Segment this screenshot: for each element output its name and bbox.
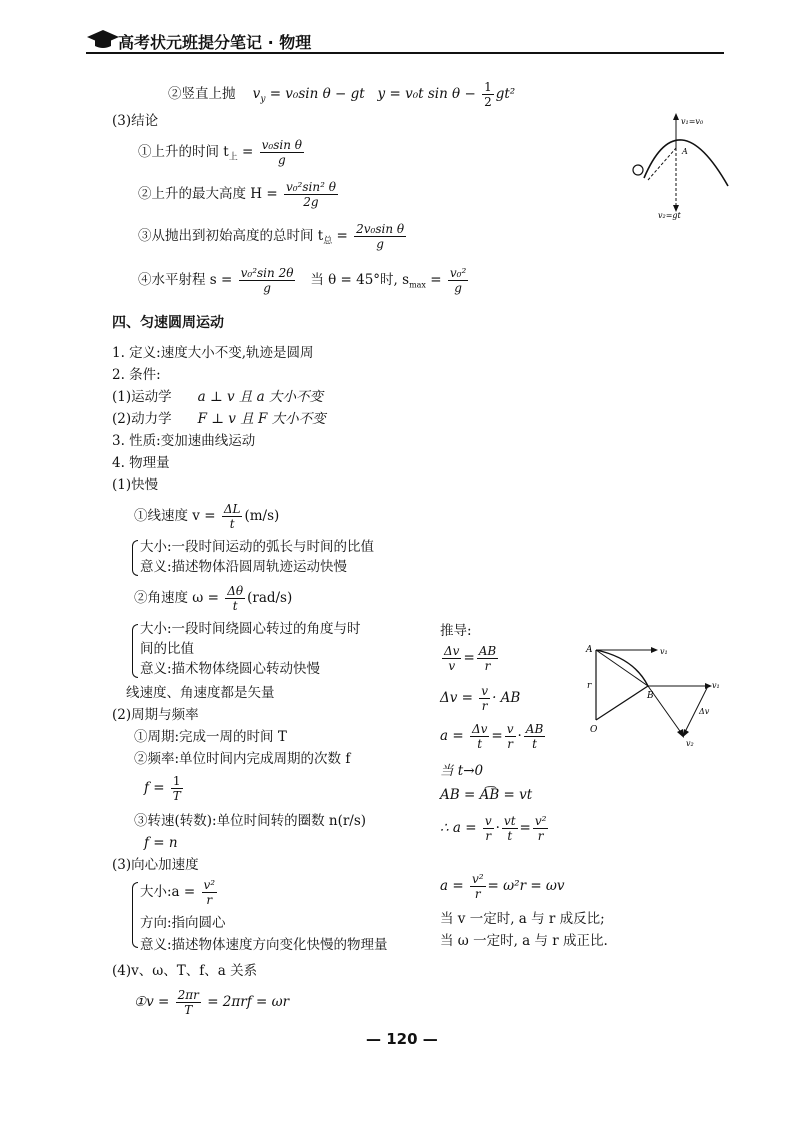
relation-heading: (4)v、ω、T、f、a 关系 bbox=[112, 963, 258, 979]
deriv-limit: 当 t→0 bbox=[440, 763, 484, 779]
period-def: ①周期:完成一周的时间 T bbox=[134, 729, 287, 745]
deriv-eq6: ∴ a = $\frac{v}{r}$ · $\frac{vt}{t}$ = $\frac{\text{v²}}{r}$ bbox=[440, 814, 547, 843]
rise-time: ①上升的时间 $t_上$ = $\frac{\text{v₀sin θ}}{g}$ bbox=[138, 138, 302, 167]
angular-velocity: ②角速度 ω = $\frac{\Delta\theta}{t}$ (rad/s) bbox=[134, 584, 293, 613]
linear-velocity: ①线速度 v = $\frac{\Delta L}{t}$ (m/s) bbox=[134, 502, 280, 531]
deriv-eq2: Δv = $\frac{v}{r}$ · AB bbox=[440, 684, 521, 713]
definition-line: 1. 定义:速度大小不变,轨迹是圆周 bbox=[112, 345, 314, 361]
fig2-dv: Δv bbox=[699, 707, 710, 716]
deriv-inverse: 当 v 一定时, a 与 r 成反比; bbox=[440, 911, 605, 927]
derivation-title: 推导: bbox=[440, 623, 472, 639]
fig1-point-a: A bbox=[682, 147, 688, 156]
deriv-eq7: a = $\frac{\text{v²}}{r}$ = ω²r = ωv bbox=[440, 872, 565, 901]
linear-meaning: 意义:描述物体沿圆周轨迹运动快慢 bbox=[140, 559, 348, 575]
fig2-v1-right: v₁ bbox=[712, 681, 720, 690]
period-heading: (2)周期与频率 bbox=[112, 707, 199, 723]
header-title: 高考状元班提分笔记 · 物理 bbox=[118, 33, 312, 52]
kinematics-line: (1)运动学 a ⊥ v 且 a 大小不变 bbox=[112, 389, 324, 405]
header-cap-icon bbox=[86, 28, 120, 54]
fig1-v1-label: v₁=v₀ bbox=[681, 117, 704, 126]
circular-motion-diagram bbox=[584, 640, 724, 750]
linear-size: 大小:一段时间运动的弧长与时间的比值 bbox=[140, 539, 375, 555]
section-heading: 四、匀速圆周运动 bbox=[112, 315, 224, 331]
total-time: ③从抛出到初始高度的总时间 $t_总$ = $\frac{\text{2v₀sin θ}}{g}$ bbox=[138, 222, 405, 251]
max-height: ②上升的最大高度 H = $\frac{\text{v₀²sin² θ}}{2g}$ bbox=[138, 180, 336, 209]
frequency-def: ②频率:单位时间内完成周期的次数 f bbox=[134, 751, 351, 767]
angular-size-2: 间的比值 bbox=[140, 641, 194, 657]
property-line: 3. 性质:变加速曲线运动 bbox=[112, 433, 256, 449]
deriv-direct: 当 ω 一定时, a 与 r 成正比. bbox=[440, 933, 608, 949]
dynamics-line: (2)动力学 F ⊥ v 且 F 大小不变 bbox=[112, 411, 326, 427]
centripetal-direction: 方向:指向圆心 bbox=[140, 915, 226, 931]
deriv-arc: AB = A͡B = vt bbox=[440, 787, 533, 803]
frequency-formula: f = $\frac{1}{T}$ bbox=[144, 774, 181, 803]
fig2-v2: v₂ bbox=[686, 739, 694, 748]
fig2-radius: r bbox=[587, 681, 592, 691]
rotation-speed-def: ③转速(转数):单位时间转的圈数 n(r/s) bbox=[134, 813, 367, 829]
centripetal-heading: (3)向心加速度 bbox=[112, 857, 199, 873]
brace-angular bbox=[132, 624, 138, 678]
header-rule bbox=[86, 52, 724, 54]
fig2-point-a: A bbox=[586, 645, 593, 655]
projectile-diagram bbox=[628, 108, 738, 226]
horizontal-range: ④水平射程 s = $\frac{\text{v₀²sin 2θ}}{g}$ 当 θ = 45°时, $s_{max}$ = $\frac{\text{v₀²}}{g}$ bbox=[138, 266, 467, 295]
fig1-v2-label: v₂=gt bbox=[658, 211, 681, 220]
fig2-point-b: B bbox=[647, 691, 654, 701]
angular-size-1: 大小:一段时间绕圆心转过的角度与时 bbox=[140, 621, 361, 637]
fig2-v1-top: v₁ bbox=[660, 647, 668, 656]
condition-line: 2. 条件: bbox=[112, 367, 161, 383]
brace-linear bbox=[132, 540, 138, 576]
conclusion-heading: (3)结论 bbox=[112, 113, 159, 129]
relation-formula: ①v = $\frac{2\pi r}{T}$ = 2πrf = ωr bbox=[134, 988, 290, 1017]
deriv-eq3: a = $\frac{\Delta v}{t}$ = $\frac{v}{r}$ · $\frac{AB}{t}$ bbox=[440, 722, 544, 751]
centripetal-meaning: 意义:描述物体速度方向变化快慢的物理量 bbox=[140, 937, 388, 953]
f-equals-n: f = n bbox=[144, 835, 178, 851]
deriv-eq1: $\frac{\Delta v}{v}$ = $\frac{AB}{r}$ bbox=[444, 644, 497, 673]
fig2-point-o: O bbox=[590, 725, 598, 735]
vertical-throw-line: ②竖直上抛 $v_y = v_0\sin$ θ − gt y = v₀t sin θ − $\frac{1}{2}$ gt² bbox=[168, 80, 516, 109]
quantities-line: 4. 物理量 bbox=[112, 455, 170, 471]
centripetal-size: 大小:a = $\frac{\text{v²}}{r}$ bbox=[140, 878, 216, 907]
page-number: — 120 — bbox=[366, 1030, 438, 1048]
angular-meaning: 意义:描术物体绕圆心转动快慢 bbox=[140, 661, 321, 677]
speed-heading: (1)快慢 bbox=[112, 477, 159, 493]
brace-centripetal bbox=[132, 882, 138, 948]
vector-note: 线速度、角速度都是矢量 bbox=[126, 685, 275, 701]
